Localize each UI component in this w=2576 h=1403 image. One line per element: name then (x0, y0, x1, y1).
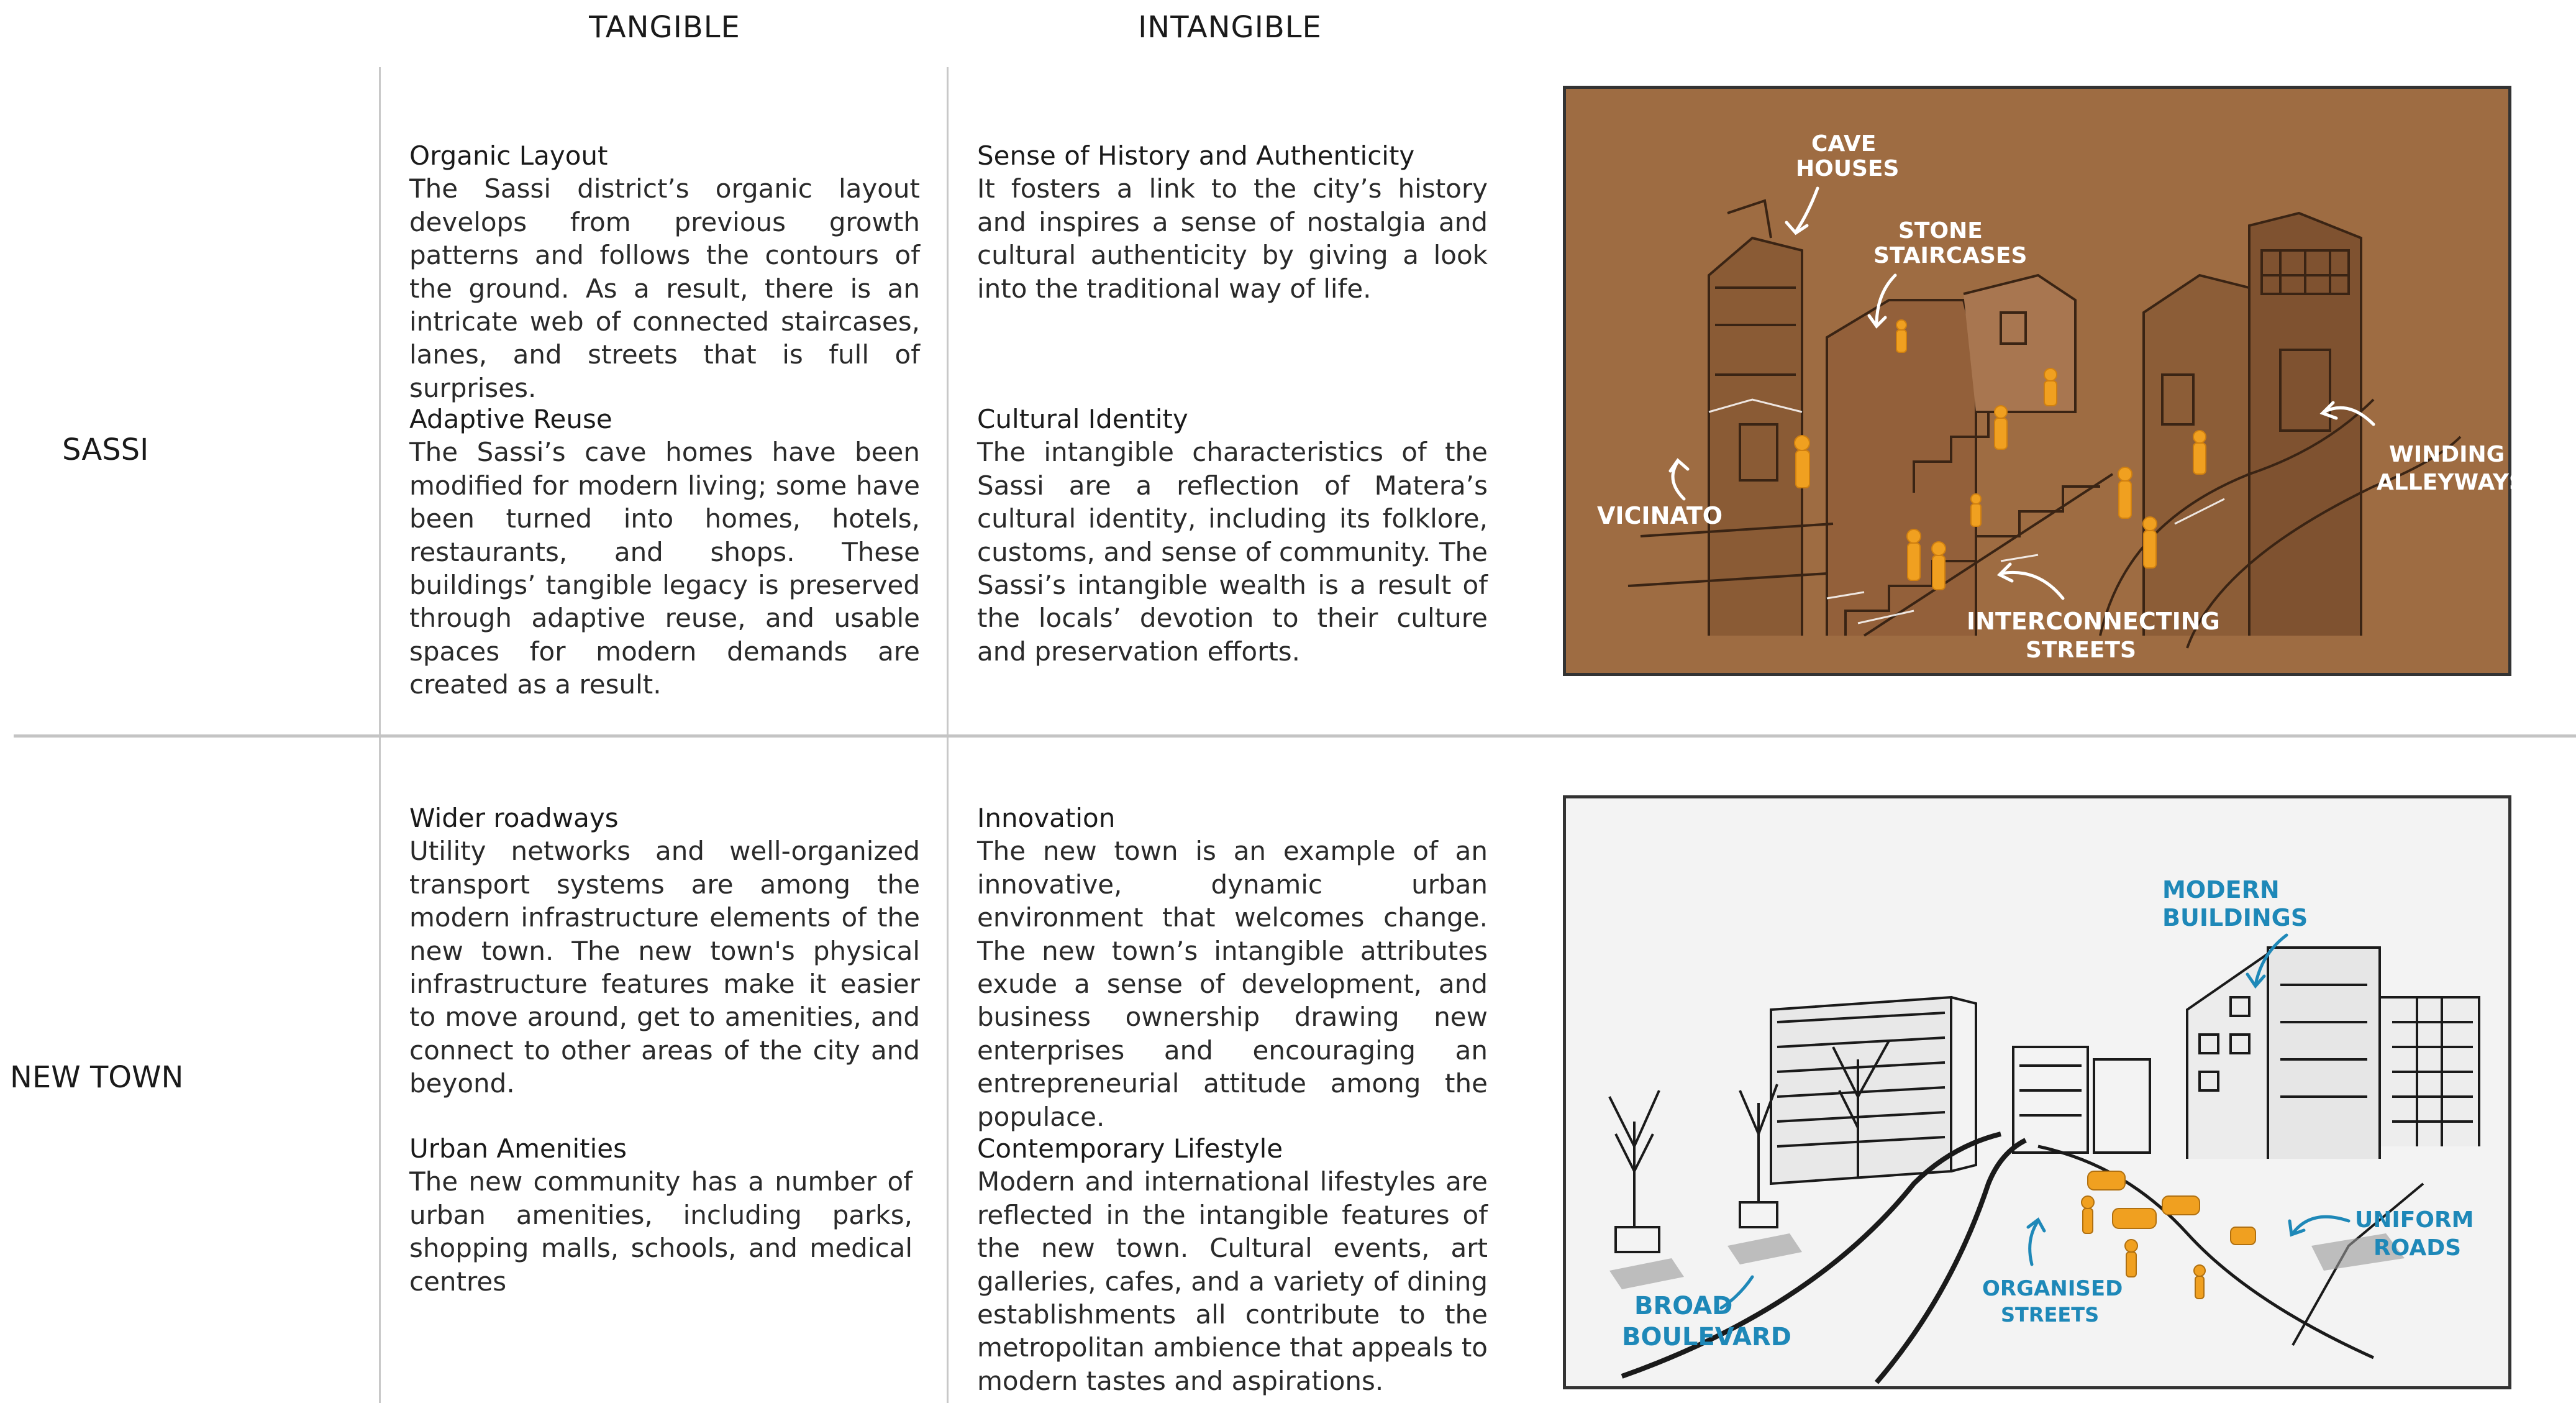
item-title: Organic Layout (409, 140, 608, 171)
label-stone-staircases-2: STAIRCASES (1873, 243, 2028, 268)
newtown-urban-amenities (409, 1132, 913, 1298)
header-intangible: INTANGIBLE (1138, 10, 1322, 45)
newtown-sketch (1563, 795, 2511, 1389)
label-organised-streets-2: STREETS (2001, 1303, 2100, 1327)
item-body: The Sassi district’s organic layout develops from previous growth patterns and follows the contours of the ground. As a result, there is an intricate web of connected staircases, lanes, and streets that is full of surprises. (409, 173, 920, 403)
item-body: Modern and international lifestyles are reflected in the intangible features of the new town. Cultural events, art galleries, cafes, and a variety of dining establishments all contribute to the metropolitan ambience that appeals to modern tastes and aspirations. (977, 1166, 1488, 1396)
item-body: The intangible characteristics of the Sassi are a reflection of Matera’s cultural identity, including its folklore, customs, and sense of community. The Sassi’s intangible wealth is a result of the locals’ devotion to their culture and preservation efforts. (977, 437, 1488, 667)
sassi-adaptive-reuse (409, 403, 920, 702)
item-title: Contemporary Lifestyle (977, 1133, 1283, 1164)
label-modern-buildings-1: MODERN (2162, 876, 2280, 903)
item-body: It fosters a link to the city’s history and inspires a sense of nostalgia and cultural authenticity by giving a look into the traditional way of life. (977, 173, 1488, 304)
item-title: Cultural Identity (977, 404, 1188, 434)
newtown-wider-roadways (409, 802, 920, 1100)
sassi-organic-layout (409, 139, 920, 404)
label-stone-staircases-1: STONE (1898, 218, 1983, 244)
label-broad-boulevard-1: BROAD (1634, 1292, 1733, 1320)
label-winding-alleyways-2: ALLEYWAYS (2377, 470, 2525, 495)
label-modern-buildings-2: BUILDINGS (2162, 904, 2308, 931)
header-tangible: TANGIBLE (589, 10, 740, 45)
sassi-sketch (1563, 86, 2525, 676)
item-body: The Sassi’s cave homes have been modified for modern living; some have been turned into homes, hotels, restaurants, and shops. These buildings’ tangible legacy is preserved through adaptive reuse, and usable spaces for modern demands are created as a result. (409, 437, 920, 700)
label-interconnecting-1: INTERCONNECTING (1967, 608, 2220, 635)
label-winding-alleyways-1: WINDING (2389, 442, 2505, 467)
sassi-history-authenticity (977, 139, 1488, 305)
item-body: The new community has a number of urban amenities, including parks, shopping malls, schools, and medical centres (409, 1166, 913, 1297)
label-uniform-roads-2: ROADS (2373, 1235, 2462, 1261)
label-vicinato: VICINATO (1597, 502, 1723, 529)
label-broad-boulevard-2: BOULEVARD (1622, 1323, 1791, 1351)
row-label-sassi: SASSI (62, 432, 149, 467)
row-divider (14, 734, 2576, 738)
label-interconnecting-2: STREETS (2026, 638, 2136, 663)
label-cave-houses-1: CAVE (1811, 131, 1877, 157)
item-body: The new town is an example of an innovative, dynamic urban environment that welcomes change. The new town’s intangible attributes exude a sense of development, and business ownership drawing new enterprises and encouraging an entrepreneurial attitude among the populace. (977, 836, 1488, 1132)
item-body: Utility networks and well-organized transport systems are among the modern infrastructure elements of the new town. The new town's physical infrastructure features make it easier to move around, get to amenities, and connect to other areas of the city and beyond. (409, 836, 920, 1099)
label-organised-streets-1: ORGANISED (1982, 1276, 2123, 1301)
label-uniform-roads-1: UNIFORM (2355, 1207, 2474, 1233)
item-title: Urban Amenities (409, 1133, 627, 1164)
sassi-cultural-identity (977, 403, 1488, 668)
item-title: Wider roadways (409, 803, 619, 833)
item-title: Innovation (977, 803, 1116, 833)
newtown-innovation (977, 802, 1488, 1133)
row-label-new-town: NEW TOWN (10, 1060, 184, 1095)
newtown-contemporary-lifestyle (977, 1132, 1488, 1397)
item-title: Sense of History and Authenticity (977, 140, 1415, 171)
item-title: Adaptive Reuse (409, 404, 612, 434)
label-cave-houses-2: HOUSES (1796, 156, 1900, 181)
sassi-sketch-drawing (1566, 89, 2525, 673)
newtown-sketch-drawing (1566, 798, 2508, 1386)
